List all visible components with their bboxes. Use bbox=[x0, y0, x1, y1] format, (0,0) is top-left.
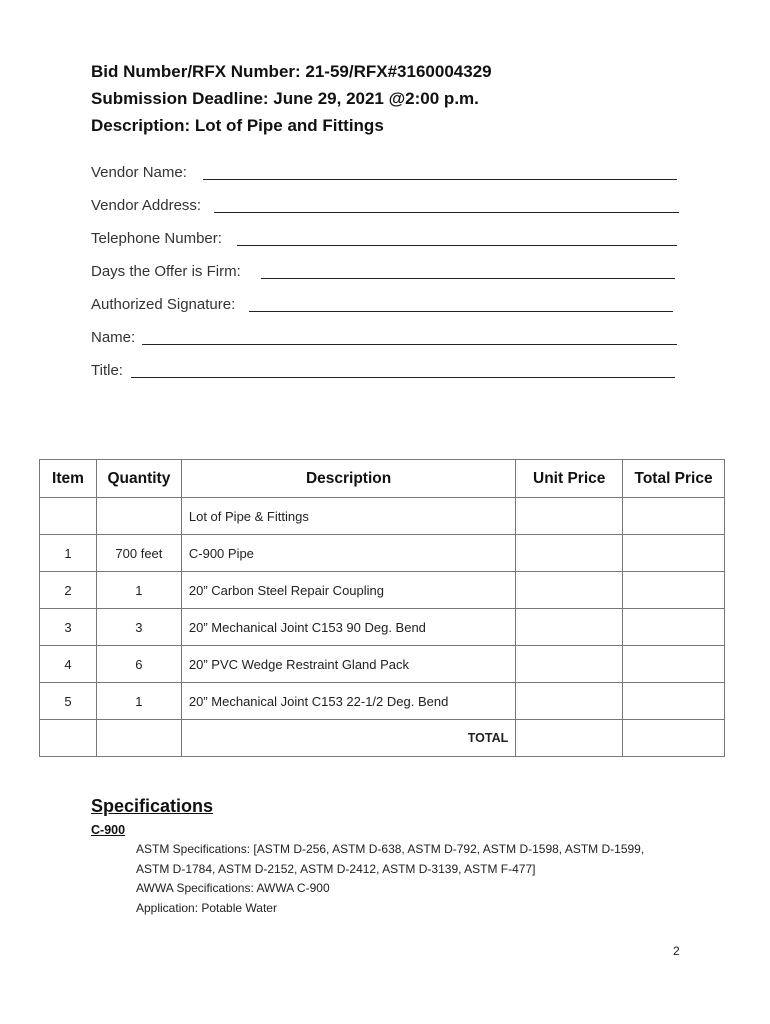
specifications-body bbox=[136, 840, 644, 918]
vendor-name-label: Vendor Name: bbox=[91, 164, 187, 181]
unit-price-cell[interactable] bbox=[516, 683, 623, 720]
vendor-address-row bbox=[91, 193, 241, 226]
unit-price-cell[interactable] bbox=[516, 535, 623, 572]
signature-row bbox=[91, 292, 241, 325]
page-number: 2 bbox=[673, 944, 680, 958]
unit-price-cell[interactable] bbox=[516, 646, 623, 683]
days-firm-label: Days the Offer is Firm: bbox=[91, 263, 241, 280]
col-header-unit-price: Unit Price bbox=[516, 460, 623, 498]
quantity-cell: 1 bbox=[96, 572, 181, 609]
astm-line-2: ASTM D-1784, ASTM D-2152, ASTM D-2412, ASTM D-3139, ASTM F-477] bbox=[136, 861, 536, 876]
total-price-cell[interactable] bbox=[623, 572, 725, 609]
quantity-cell bbox=[96, 720, 181, 757]
item-cell: 4 bbox=[40, 646, 97, 683]
submission-deadline: Submission Deadline: June 29, 2021 @2:00 p.m. bbox=[91, 89, 479, 108]
item-cell: 1 bbox=[40, 535, 97, 572]
vendor-name-row bbox=[91, 160, 241, 193]
name-label: Name: bbox=[91, 329, 136, 346]
telephone-field[interactable] bbox=[237, 245, 677, 246]
telephone-label: Telephone Number: bbox=[91, 230, 222, 247]
quantity-cell: 1 bbox=[96, 683, 181, 720]
vendor-address-label: Vendor Address: bbox=[91, 197, 202, 214]
description-cell: 20” Mechanical Joint C153 90 Deg. Bend bbox=[181, 609, 515, 646]
table-row bbox=[40, 609, 725, 646]
vendor-name-field[interactable] bbox=[203, 179, 677, 180]
total-price-cell[interactable] bbox=[623, 609, 725, 646]
col-header-description: Description bbox=[181, 460, 515, 498]
item-cell: 3 bbox=[40, 609, 97, 646]
total-price-cell[interactable] bbox=[623, 646, 725, 683]
description-cell: 20” Carbon Steel Repair Coupling bbox=[181, 572, 515, 609]
description-cell: Lot of Pipe & Fittings bbox=[181, 498, 515, 535]
specifications-section bbox=[91, 794, 644, 918]
col-header-quantity: Quantity bbox=[96, 460, 181, 498]
description-cell: 20” Mechanical Joint C153 22-1/2 Deg. Bend bbox=[181, 683, 515, 720]
total-label: TOTAL bbox=[181, 720, 515, 757]
bid-table bbox=[39, 459, 725, 757]
table-row bbox=[40, 498, 725, 535]
table-row bbox=[40, 535, 725, 572]
vendor-address-field[interactable] bbox=[214, 212, 679, 213]
table-row bbox=[40, 646, 725, 683]
unit-price-cell[interactable] bbox=[516, 609, 623, 646]
description-cell: 20” PVC Wedge Restraint Gland Pack bbox=[181, 646, 515, 683]
total-price-cell[interactable] bbox=[623, 535, 725, 572]
days-firm-field[interactable] bbox=[261, 278, 675, 279]
bid-header bbox=[91, 58, 492, 139]
item-cell bbox=[40, 720, 97, 757]
unit-price-cell[interactable] bbox=[516, 720, 623, 757]
table-row bbox=[40, 572, 725, 609]
quantity-cell: 6 bbox=[96, 646, 181, 683]
application-line: Application: Potable Water bbox=[136, 900, 277, 915]
table-header-row bbox=[40, 460, 725, 498]
awwa-line: AWWA Specifications: AWWA C-900 bbox=[136, 881, 330, 895]
astm-line-1: ASTM Specifications: [ASTM D-256, ASTM D-638, ASTM D-792, ASTM D-1598, ASTM D-1599, bbox=[136, 842, 645, 856]
col-header-item: Item bbox=[40, 460, 97, 498]
item-cell: 2 bbox=[40, 572, 97, 609]
quantity-cell: 700 feet bbox=[96, 535, 181, 572]
signature-field[interactable] bbox=[249, 311, 673, 312]
specifications-heading: Specifications bbox=[91, 796, 214, 816]
days-firm-row bbox=[91, 259, 241, 292]
name-row bbox=[91, 325, 241, 358]
signature-label: Authorized Signature: bbox=[91, 296, 236, 313]
description-cell: C-900 Pipe bbox=[181, 535, 515, 572]
unit-price-cell[interactable] bbox=[516, 572, 623, 609]
item-cell bbox=[40, 498, 97, 535]
total-row bbox=[40, 720, 725, 757]
title-field[interactable] bbox=[131, 377, 675, 378]
col-header-total-price: Total Price bbox=[623, 460, 725, 498]
bid-description: Description: Lot of Pipe and Fittings bbox=[91, 116, 384, 135]
telephone-row bbox=[91, 226, 241, 259]
name-field[interactable] bbox=[142, 344, 677, 345]
title-label: Title: bbox=[91, 362, 123, 379]
unit-price-cell[interactable] bbox=[516, 498, 623, 535]
item-cell: 5 bbox=[40, 683, 97, 720]
title-row bbox=[91, 358, 241, 391]
c900-subheading: C-900 bbox=[91, 823, 126, 837]
table-row bbox=[40, 683, 725, 720]
vendor-form bbox=[91, 160, 241, 391]
quantity-cell: 3 bbox=[96, 609, 181, 646]
quantity-cell bbox=[96, 498, 181, 535]
total-price-cell[interactable] bbox=[623, 683, 725, 720]
bid-number: Bid Number/RFX Number: 21-59/RFX#3160004329 bbox=[91, 62, 492, 81]
total-price-cell[interactable] bbox=[623, 498, 725, 535]
grand-total-cell[interactable] bbox=[623, 720, 725, 757]
